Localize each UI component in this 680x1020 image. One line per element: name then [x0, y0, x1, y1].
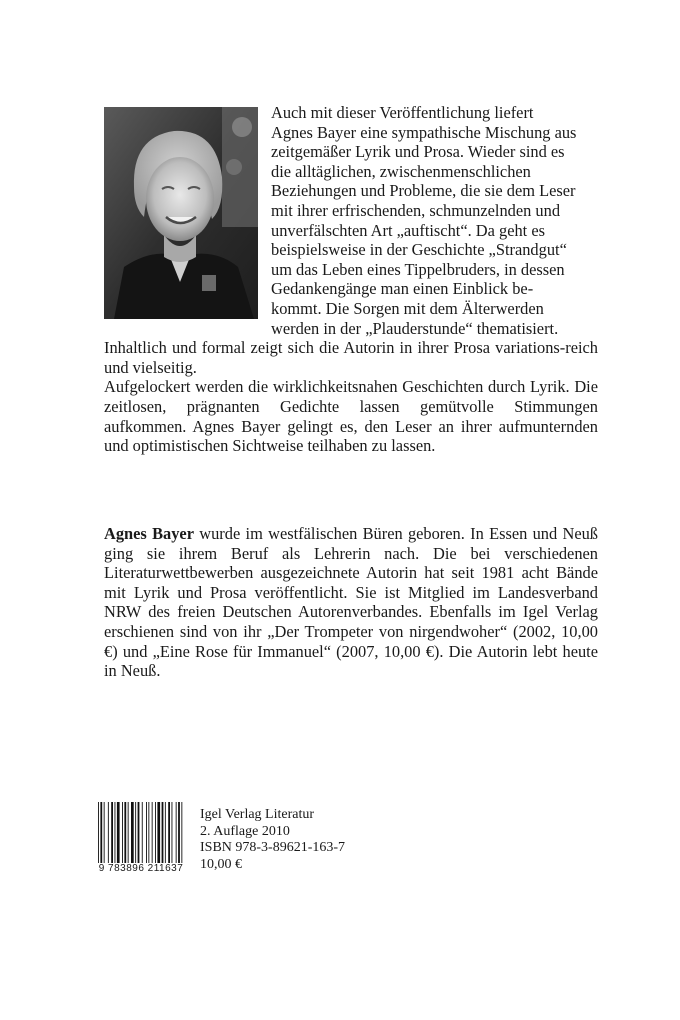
imprint-block	[200, 807, 345, 873]
blurb-line: die alltäglichen, zwischenmenschlichen	[271, 161, 531, 181]
barcode-bar	[135, 802, 136, 864]
blurb-line: beispielsweise in der Geschichte „Strandgut“	[271, 240, 567, 260]
barcode-bar	[148, 802, 149, 864]
barcode-bar	[124, 802, 126, 864]
blurb-paragraph-continuation: Inhaltlich und formal zeigt sich die Autorin in ihrer Prosa variations-reich und vielseitig.	[104, 338, 598, 377]
barcode-bar	[142, 802, 143, 864]
barcode-bar	[176, 802, 177, 864]
blurb-line: Auch mit dieser Veröffentlichung liefert	[271, 103, 534, 122]
blurb-text	[104, 103, 598, 456]
barcode-bar	[162, 802, 164, 864]
blurb-line: mit ihrer erfrischenden, schmunzelnden und	[271, 200, 561, 220]
price: 10,00 €	[200, 856, 242, 872]
barcode-bar	[111, 802, 113, 864]
blurb-paragraph-2: Aufgelockert werden die wirklichkeitsnahen Geschichten durch Lyrik. Die zeitlosen, prägnanten Gedichte lassen gemütvolle Stimmungen aufkommen. Agnes Bayer gelingt es, den Leser an ihrer aufmunternden und optimistischen Sichtweise teilhaben zu lassen.	[104, 377, 598, 456]
publisher-name: Igel Verlag Literatur	[200, 807, 315, 822]
barcode-bar	[155, 802, 156, 864]
author-bio-text: wurde im westfälischen Büren geboren. In Essen und Neuß ging sie ihrem Beruf als Lehrerin nach. Die bei verschiedenen Literaturwettbewerben ausgezeichnete Autorin hat seit 1981 acht Bände mit Lyrik und Prosa veröffentlicht. Sie ist Mitglied im Landesverband NRW des freien Deutschen Autorenverbandes. Ebenfalls im Igel Verlag erschienen sind von ihr „Der Trompeter von nirgendwoher“ (2002, 10,00 €) und „Eine Rose für Immanuel“ (2007, 10,00 €). Die Autorin lebt heute in Neuß.	[104, 524, 598, 681]
barcode-bar	[168, 802, 170, 864]
blurb-line: unverfälschten Art „auftischt“. Da geht es	[271, 220, 545, 240]
barcode-bar	[100, 802, 102, 864]
blurb-line: um das Leben eines Tippelbruders, in dessen	[271, 259, 565, 279]
isbn-number: ISBN 978-3-89621-163-7	[200, 840, 346, 855]
barcode-bar	[117, 802, 120, 864]
barcode-bar	[104, 802, 105, 864]
barcode-bar	[128, 802, 129, 864]
author-bio	[104, 524, 598, 681]
barcode-bar	[108, 802, 109, 864]
barcode-bar	[138, 802, 140, 864]
blurb-line: kommt. Die Sorgen mit dem Älterwerden	[271, 298, 544, 318]
blurb-line: Gedankengänge man einen Einblick be-	[271, 279, 534, 299]
blurb-line: werden in der „Plauderstunde“ thematisiert.	[271, 318, 559, 338]
barcode-bar	[115, 802, 116, 864]
barcode-bar	[172, 802, 173, 864]
barcode-bar	[131, 802, 134, 864]
barcode-bar	[157, 802, 160, 864]
barcode-digits: 9 783896 211637	[92, 863, 190, 874]
barcode-bar	[146, 802, 147, 864]
edition-info: 2. Auflage 2010	[200, 823, 290, 839]
blurb-line: zeitgemäßer Lyrik und Prosa. Wieder sind es	[271, 142, 565, 162]
barcode-bar	[122, 802, 123, 864]
barcode-bar	[165, 802, 166, 864]
barcode-bar	[152, 802, 153, 864]
blurb-line: Agnes Bayer eine sympathische Mischung aus	[271, 122, 577, 142]
author-name: Agnes Bayer	[104, 524, 194, 543]
barcode-bar	[178, 802, 180, 864]
blurb-line: Beziehungen und Probleme, die sie dem Leser	[271, 181, 576, 201]
barcode-bar	[98, 802, 99, 864]
barcode-bar	[181, 802, 182, 864]
